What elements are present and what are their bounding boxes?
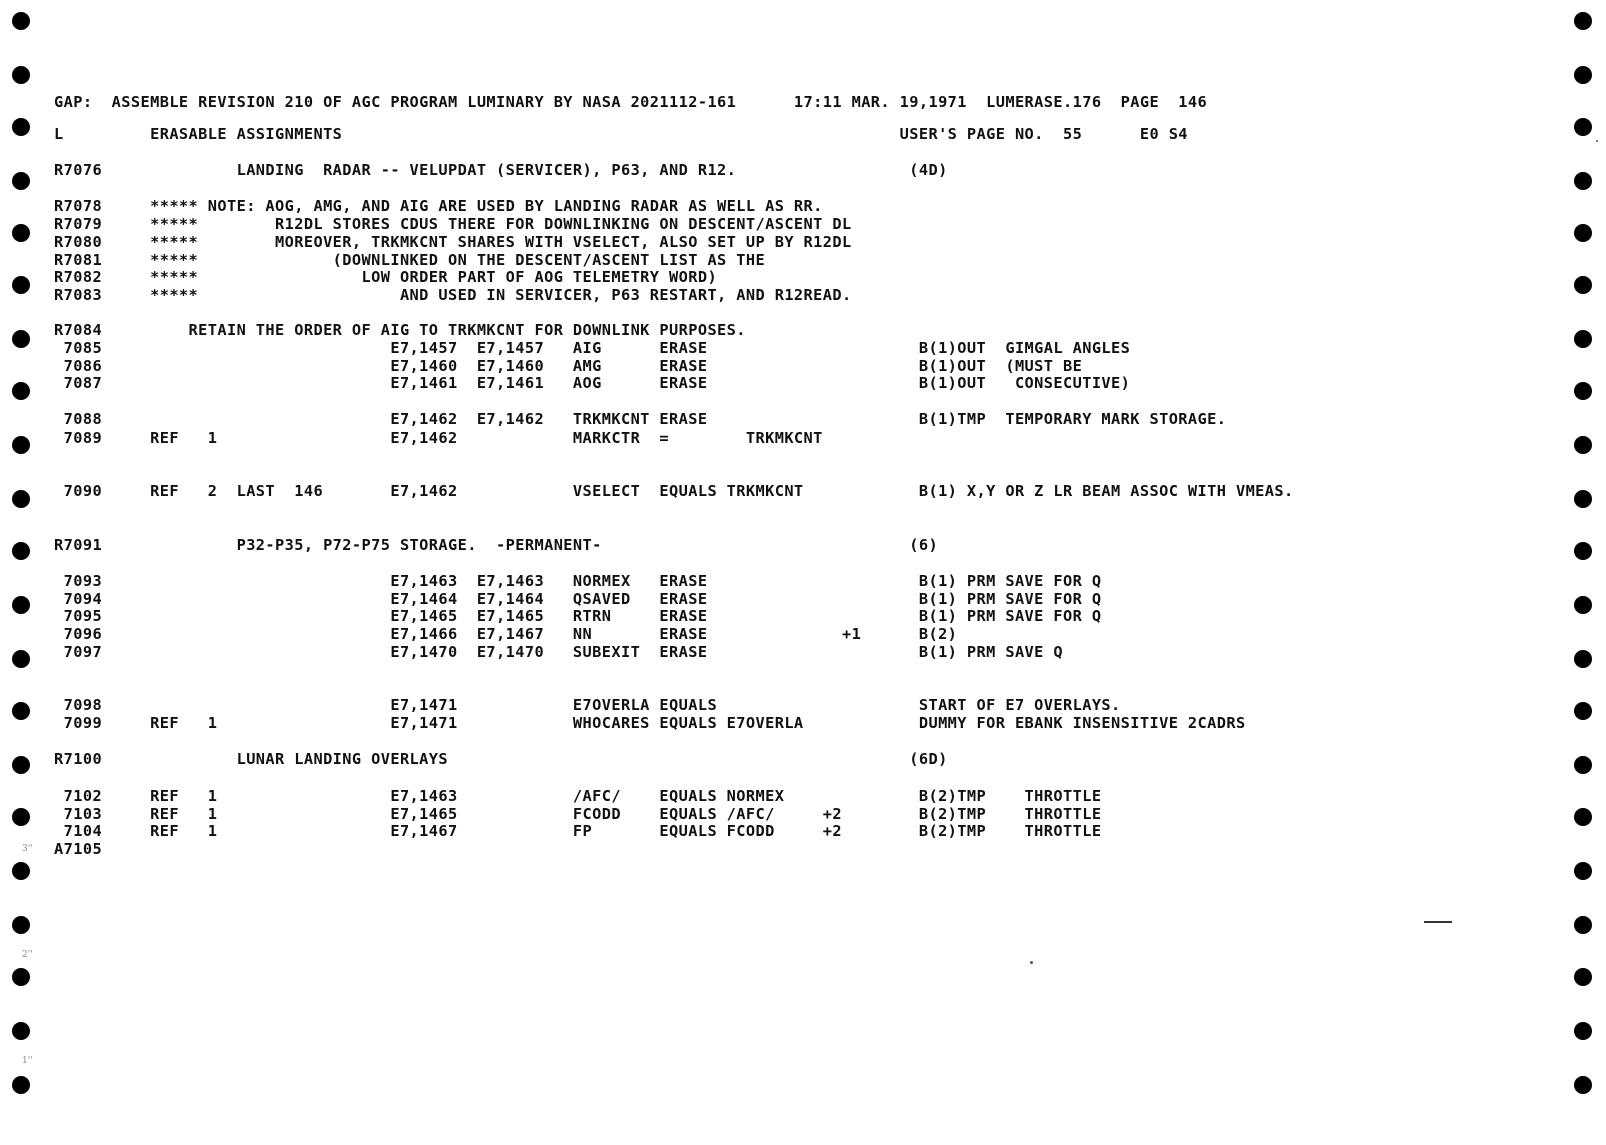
listing-line: 7087 E7,1461 E7,1461 AOG ERASE B(1)OUT CONSECUTIVE): [54, 374, 1131, 392]
listing-line: 7090 REF 2 LAST 146 E7,1462 VSELECT EQUALS TRKMKCNT B(1) X,Y OR Z LR BEAM ASSOC WITH VMEAS.: [54, 482, 1294, 500]
right-feed-hole: [1574, 276, 1592, 294]
left-feed-hole: [12, 542, 30, 560]
right-feed-hole: [1574, 1076, 1592, 1094]
right-feed-hole: [1574, 650, 1592, 668]
left-feed-hole: [12, 808, 30, 826]
left-feed-hole: [12, 702, 30, 720]
listing-line: R7078 ***** NOTE: AOG, AMG, AND AIG ARE USED BY LANDING RADAR AS WELL AS RR.: [54, 197, 823, 215]
left-feed-hole: [12, 596, 30, 614]
listing-line: R7079 ***** R12DL STORES CDUS THERE FOR DOWNLINKING ON DESCENT/ASCENT DL: [54, 215, 852, 233]
listing-line: 7096 E7,1466 E7,1467 NN ERASE +1 B(2): [54, 625, 958, 643]
listing-line: 7099 REF 1 E7,1471 WHOCARES EQUALS E7OVERLA DUMMY FOR EBANK INSENSITIVE 2CADRS: [54, 714, 1246, 732]
right-feed-hole: [1574, 1022, 1592, 1040]
left-feed-hole: [12, 916, 30, 934]
listing-line: 7086 E7,1460 E7,1460 AMG ERASE B(1)OUT (MUST BE: [54, 357, 1083, 375]
left-feed-hole: [12, 224, 30, 242]
right-feed-hole: [1574, 808, 1592, 826]
margin-ruler-mark: 3'': [22, 844, 33, 854]
listing-line: 7104 REF 1 E7,1467 FP EQUALS FCODD +2 B(2)TMP THROTTLE: [54, 822, 1102, 840]
header-section-line: L ERASABLE ASSIGNMENTS USER'S PAGE NO. 55 E0 S4: [54, 125, 1188, 143]
left-feed-hole: [12, 276, 30, 294]
right-feed-hole: [1574, 702, 1592, 720]
right-feed-hole: [1574, 224, 1592, 242]
listing-line: 7095 E7,1465 E7,1465 RTRN ERASE B(1) PRM SAVE FOR Q: [54, 607, 1102, 625]
right-feed-hole: [1574, 12, 1592, 30]
left-feed-hole: [12, 756, 30, 774]
right-feed-hole: [1574, 596, 1592, 614]
listing-line: R7083 ***** AND USED IN SERVICER, P63 RESTART, AND R12READ.: [54, 286, 852, 304]
left-feed-hole: [12, 12, 30, 30]
right-feed-hole: [1574, 542, 1592, 560]
left-feed-hole: [12, 862, 30, 880]
listing-line: 7103 REF 1 E7,1465 FCODD EQUALS /AFC/ +2 B(2)TMP THROTTLE: [54, 805, 1102, 823]
left-feed-hole: [12, 66, 30, 84]
right-feed-hole: [1574, 916, 1592, 934]
listing-line: R7100 LUNAR LANDING OVERLAYS (6D): [54, 750, 948, 768]
listing-line: R7076 LANDING RADAR -- VELUPDAT (SERVICER), P63, AND R12. (4D): [54, 161, 948, 179]
right-feed-hole: [1574, 118, 1592, 136]
listing-line: R7081 ***** (DOWNLINKED ON THE DESCENT/ASCENT LIST AS THE: [54, 251, 766, 269]
right-feed-hole: [1574, 756, 1592, 774]
margin-ruler-mark: 1'': [22, 1056, 33, 1066]
listing-line: 7089 REF 1 E7,1462 MARKCTR = TRKMKCNT: [54, 429, 823, 447]
right-feed-hole: [1574, 968, 1592, 986]
header-assembly-line: GAP: ASSEMBLE REVISION 210 OF AGC PROGRAM LUMINARY BY NASA 2021112-161 17:11 MAR. 19,1971 LUMERASE.176 PAGE 146: [54, 93, 1208, 111]
listing-line: R7091 P32-P35, P72-P75 STORAGE. -PERMANENT- (6): [54, 536, 939, 554]
listing-line: 7098 E7,1471 E7OVERLA EQUALS START OF E7 OVERLAYS.: [54, 696, 1121, 714]
listing-line: 7097 E7,1470 E7,1470 SUBEXIT ERASE B(1) PRM SAVE Q: [54, 643, 1063, 661]
left-feed-hole: [12, 172, 30, 190]
right-feed-hole: [1574, 330, 1592, 348]
left-feed-hole: [12, 650, 30, 668]
right-feed-hole: [1574, 172, 1592, 190]
right-feed-hole: [1574, 382, 1592, 400]
listing-line: 7085 E7,1457 E7,1457 AIG ERASE B(1)OUT GIMGAL ANGLES: [54, 339, 1131, 357]
listing-line: 7102 REF 1 E7,1463 /AFC/ EQUALS NORMEX B(2)TMP THROTTLE: [54, 787, 1102, 805]
left-feed-hole: [12, 436, 30, 454]
left-feed-hole: [12, 968, 30, 986]
stray-scan-mark: [1596, 140, 1598, 142]
left-feed-hole: [12, 382, 30, 400]
listing-line: R7082 ***** LOW ORDER PART OF AOG TELEMETRY WORD): [54, 268, 718, 286]
listing-line: R7084 RETAIN THE ORDER OF AIG TO TRKMKCNT FOR DOWNLINK PURPOSES.: [54, 321, 746, 339]
right-feed-hole: [1574, 490, 1592, 508]
right-feed-hole: [1574, 66, 1592, 84]
left-feed-hole: [12, 118, 30, 136]
right-feed-hole: [1574, 862, 1592, 880]
stray-scan-mark: [1030, 961, 1033, 964]
listing-line: R7080 ***** MOREOVER, TRKMKCNT SHARES WITH VSELECT, ALSO SET UP BY R12DL: [54, 233, 852, 251]
stray-scan-mark: [1424, 921, 1452, 923]
left-feed-hole: [12, 1076, 30, 1094]
right-feed-hole: [1574, 436, 1592, 454]
listing-line: 7093 E7,1463 E7,1463 NORMEX ERASE B(1) PRM SAVE FOR Q: [54, 572, 1102, 590]
left-feed-hole: [12, 1022, 30, 1040]
margin-ruler-mark: 2'': [22, 950, 33, 960]
left-feed-hole: [12, 330, 30, 348]
listing-line: 7094 E7,1464 E7,1464 QSAVED ERASE B(1) PRM SAVE FOR Q: [54, 590, 1102, 608]
left-feed-hole: [12, 490, 30, 508]
listing-line: A7105: [54, 840, 103, 858]
listing-line: 7088 E7,1462 E7,1462 TRKMKCNT ERASE B(1)TMP TEMPORARY MARK STORAGE.: [54, 410, 1227, 428]
